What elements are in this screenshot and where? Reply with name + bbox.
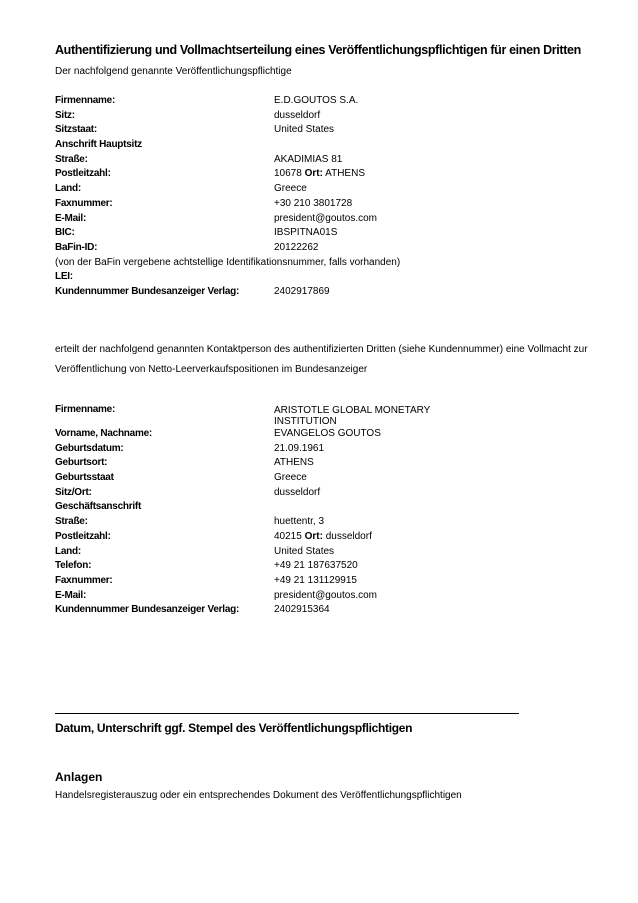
field-value: Greece — [274, 183, 307, 195]
field-label: Geburtsstaat — [55, 472, 114, 484]
field-value: 2402915364 — [274, 604, 330, 616]
field-value: United States — [274, 124, 335, 136]
issuer-land-row — [55, 182, 575, 197]
signature-line — [55, 713, 519, 714]
field-value: United States — [274, 545, 335, 557]
field-label: Geburtsort: — [55, 457, 108, 469]
section-label: Anschrift Hauptsitz — [55, 139, 142, 151]
field-value: AKADIMIAS 81 — [274, 153, 343, 165]
field-label: LEI: — [55, 271, 73, 283]
contact-plz-row — [55, 530, 575, 545]
contact-kunden-row — [55, 603, 575, 618]
section-label: Geschäftsanschrift — [55, 501, 142, 513]
field-value — [274, 167, 365, 182]
field-label: Postleitzahl: — [55, 168, 111, 180]
issuer-plz-row — [55, 167, 575, 182]
field-value: +49 21 187637520 — [274, 560, 358, 572]
contact-strasse-row — [55, 515, 575, 530]
issuer-details-table — [55, 94, 575, 300]
issuer-bafin-note-row — [55, 256, 575, 271]
field-label: Faxnummer: — [55, 574, 113, 586]
field-label: Telefon: — [55, 560, 92, 572]
field-value: huettentr, 3 — [274, 516, 325, 528]
field-value: president@goutos.com — [274, 589, 377, 601]
issuer-bic-row — [55, 226, 575, 241]
field-value: 2402917869 — [274, 285, 330, 297]
field-label: Vorname, Nachname: — [55, 428, 153, 439]
field-label: Firmenname: — [55, 404, 116, 415]
contact-geburtsstaat-row — [55, 471, 575, 486]
issuer-strasse-row — [55, 153, 575, 168]
contact-email-row — [55, 589, 575, 604]
contact-geburtsdatum-row — [55, 442, 575, 457]
field-label: Kundennummer Bundesanzeiger Verlag: — [55, 604, 240, 616]
issuer-bafin-row — [55, 241, 575, 256]
plz-value: 10678 — [274, 168, 302, 180]
field-label: Postleitzahl: — [55, 530, 111, 542]
field-label: Kundennummer Bundesanzeiger Verlag: — [55, 285, 240, 297]
ort-value: ATHENS — [325, 168, 365, 180]
field-label: Firmenname: — [55, 95, 116, 106]
field-label: Sitzstaat: — [55, 124, 97, 136]
field-value: E.D.GOUTOS S.A. — [274, 95, 359, 106]
issuer-lei-row — [55, 270, 575, 285]
field-value: EVANGELOS GOUTOS — [274, 428, 381, 439]
field-value: dusseldorf — [274, 486, 321, 498]
issuer-email-row — [55, 212, 575, 227]
field-label: Faxnummer: — [55, 197, 113, 209]
field-label: Sitz/Ort: — [55, 486, 92, 498]
ort-label: Ort: — [304, 168, 323, 180]
field-value: 20122262 — [274, 241, 319, 253]
field-value: dusseldorf — [274, 109, 321, 121]
issuer-firmenname-row — [55, 94, 575, 109]
field-label: E-Mail: — [55, 589, 87, 601]
field-value: +49 21 131129915 — [274, 574, 357, 586]
ort-value: dusseldorf — [325, 530, 372, 542]
document-title: Authentifizierung und Vollmachtserteilung eines Veröffentlichungspflichtigen für einen Dritten — [55, 43, 581, 57]
field-label: Land: — [55, 545, 81, 557]
issuer-sitzstaat-row — [55, 123, 575, 138]
bafin-note: (von der BaFin vergebene achtstellige Identifikationsnummer, falls vorhanden) — [55, 256, 401, 268]
contact-land-row — [55, 545, 575, 560]
contact-details-table — [55, 403, 575, 618]
contact-geschaeft-row — [55, 500, 575, 515]
field-label: BaFin-ID: — [55, 241, 98, 253]
authorization-paragraph: erteilt der nachfolgend genannten Kontaktperson des authentifizierten Dritten (siehe Kundennummer) eine Vollmacht zur Veröffentlichung von Netto-Leerverkaufspositionen im Bundesanzeiger — [55, 344, 588, 375]
field-value: IBSPITNA01S — [274, 227, 338, 239]
document-subtitle: Der nachfolgend genannte Veröffentlichungspflichtige — [55, 66, 292, 77]
issuer-fax-row — [55, 197, 575, 212]
contact-fax-row — [55, 574, 575, 589]
plz-value: 40215 — [274, 530, 302, 542]
field-label: Straße: — [55, 153, 88, 165]
signature-label: Datum, Unterschrift ggf. Stempel des Veröffentlichungspflichtigen — [55, 721, 413, 735]
field-label: BIC: — [55, 227, 75, 239]
field-value: Greece — [274, 472, 307, 484]
issuer-sitz-row — [55, 109, 575, 124]
issuer-anschrift-row — [55, 138, 575, 153]
ort-label: Ort: — [304, 530, 323, 542]
field-value: 21.09.1961 — [274, 442, 325, 454]
contact-sitz-row — [55, 486, 575, 501]
field-value: ATHENS — [274, 457, 314, 469]
contact-geburtsort-row — [55, 456, 575, 471]
annex-text: Handelsregisterauszug oder ein entsprechendes Dokument des Veröffentlichungspflichtigen — [55, 790, 462, 801]
field-label: E-Mail: — [55, 212, 87, 224]
field-value: +30 210 3801728 — [274, 197, 353, 209]
field-label: Geburtsdatum: — [55, 442, 124, 454]
field-value — [274, 530, 372, 545]
annex-heading: Anlagen — [55, 770, 103, 784]
contact-telefon-row — [55, 559, 575, 574]
issuer-kunden-row — [55, 285, 575, 300]
field-value: president@goutos.com — [274, 212, 377, 224]
field-value: ARISTOTLE GLOBAL MONETARY INSTITUTION — [274, 405, 431, 427]
contact-firmenname-row — [55, 403, 575, 427]
field-label: Straße: — [55, 516, 88, 528]
field-label: Sitz: — [55, 109, 75, 121]
field-label: Land: — [55, 183, 81, 195]
contact-name-row — [55, 427, 575, 442]
